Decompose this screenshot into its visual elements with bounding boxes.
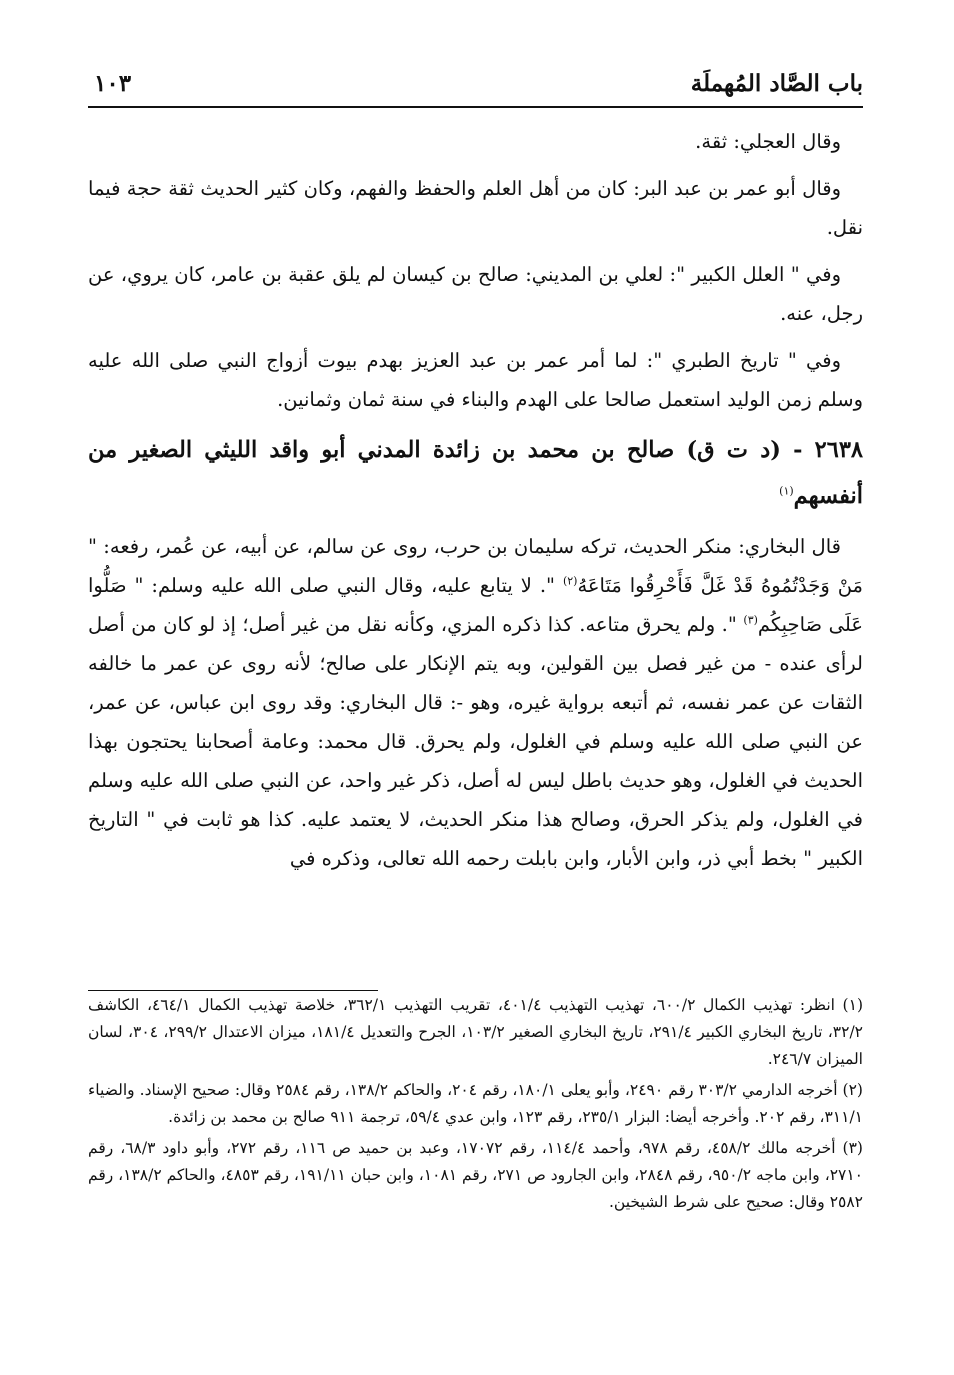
footnotes	[88, 992, 863, 1220]
page-number: ١٠٣	[94, 70, 132, 97]
paragraph-tarikh-al-tabari: وفي " تاريخ الطبري ": لما أمر عمر بن عبد العزيز بهدم بيوت أزواج النبي صلى الله عليه وسلم زمن الوليد استعمل صالحا على الهدم والبناء في سنة ثمان وثمانين.	[88, 349, 863, 411]
entry-heading-text: ٢٦٣٨ - (د ت ق) صالح بن محمد بن زائدة المدني أبو واقد الليثي الصغير من أنفسهم	[88, 437, 863, 509]
footnote-1: (١) انظر: تهذيب الكمال ٦٠٠/٢، تهذيب التهذيب ٤٠١/٤، تقريب التهذيب ٣٦٢/١، خلاصة تهذيب الكمال ٤٦٤/١، الكاشف ٣٢/٢، تاريخ البخاري الكبير ٢٩١/٤، تاريخ البخاري الصغير ١٠٣/٢، الجرح والتعديل ١٨١/٤، ميزان الاعتدال ٢٩٩/٢، ٣٠٤، لسان الميزان ٢٤٦/٧.	[88, 996, 863, 1068]
footnote-2: (٢) أخرجه الدارمي ٣٠٣/٢ رقم ٢٤٩٠، وأبو يعلى ١٨٠/١، رقم ٢٠٤، والحاكم ١٣٨/٢، رقم ٢٥٨٤ وقال: صحيح الإسناد. والضياء ٣١١/١، رقم ٢٠٢. وأخرجه أيضا: البزار ٢٣٥/١، رقم ١٢٣، وابن عدي ٥٩/٤، ترجمة ٩١١ صالح بن محمد بن زائدة.	[88, 1081, 863, 1126]
footnote-separator	[88, 990, 378, 991]
paragraph-bukhari-part-1: قال البخاري: منكر الحديث، تركه سليمان بن حرب، روى عن سالم، عن أبيه، عن عُمر، رفعه: " مَنْ وَجَدْتُمُوهُ قَدْ غَلَّ فَأَحْرِقُوا مَتَاعَهُ	[88, 535, 863, 597]
footnote-ref-1[interactable]: (١)	[779, 484, 794, 498]
main-text	[88, 122, 863, 878]
paragraph-ijli: وقال العجلي: ثقة.	[695, 130, 841, 153]
paragraph-ibn-abd-al-barr: وقال أبو عمر بن عبد البر: كان من أهل العلم والحفظ والفهم، وكان كثير الحديث ثقة حجة فيما نقل.	[88, 177, 863, 239]
entry-heading	[88, 427, 863, 519]
footnote-ref-3[interactable]: (٣)	[743, 613, 758, 627]
paragraph-bukhari-part-3: ". ولم يحرق متاعه. كذا ذكره المزي، وكأنه نقل من غير أصل؛ إذ لو كان من أصل لرأى عنده - من غير فصل بين القولين، وبه يتم الإنكار على صالح؛ لأنه روى عن عمر ما خالفه الثقات عن عمر نفسه، ثم أتبعه برواية غيره، وهو -: قال البخاري: وقد روى ابن عباس، عن عمر، عن النبي صلى الله عليه وسلم في الغلول، ولم يحرق. قال محمد: وعامة أصحابنا يحتجون بهذا الحديث في الغلول، وهو حديث باطل ليس له أصل، ذكر غير واحد، عن النبي صلى الله عليه وسلم في الغلول، ولم يذكر الحرق، وصالح هذا منكر الحديث، لا يعتمد عليه. كذا هو ثابت في " التاريخ الكبير " بخط أبي ذر، وابن الأبار، وابن بابلت رحمه الله تعالى، وذكره في	[88, 613, 863, 870]
running-title: باب الصَّاد المُهملَة	[690, 70, 863, 97]
paragraph-ilal-al-kabir: وفي " العلل الكبير ": لعلي بن المديني: صالح بن كيسان لم يلق عقبة بن عامر، كان يروي، عن رجل، عنه.	[88, 263, 863, 325]
page-header	[88, 60, 863, 108]
footnote-ref-2[interactable]: (٢)	[562, 574, 578, 588]
book-page	[88, 60, 863, 1350]
paragraph-bukhari	[88, 527, 863, 878]
footnote-3: (٣) أخرجه مالك ٤٥٨/٢، رقم ٩٧٨، وأحمد ١١٤/٤، رقم ١٧٠٧٢، وعبد بن حميد ص ١١٦، رقم ٢٧٢، وأبو داود ٦٨/٣، رقم ٢٧١٠، وابن ماجه ٩٥٠/٢، رقم ٢٨٤٨، وابن الجارود ص ٢٧١، رقم ١٠٨١، وابن حبان ١٩١/١١، رقم ٤٨٥٣، والحاكم ١٣٨/٢، رقم ٢٥٨٢ وقال: صحيح على شرط الشيخين.	[88, 1139, 863, 1211]
paragraph-bukhari-part-2: ". لا يتابع عليه، وقال النبي صلى الله عليه وسلم: " صَلُّوا عَلَى صَاحِبِكُم	[88, 574, 863, 636]
